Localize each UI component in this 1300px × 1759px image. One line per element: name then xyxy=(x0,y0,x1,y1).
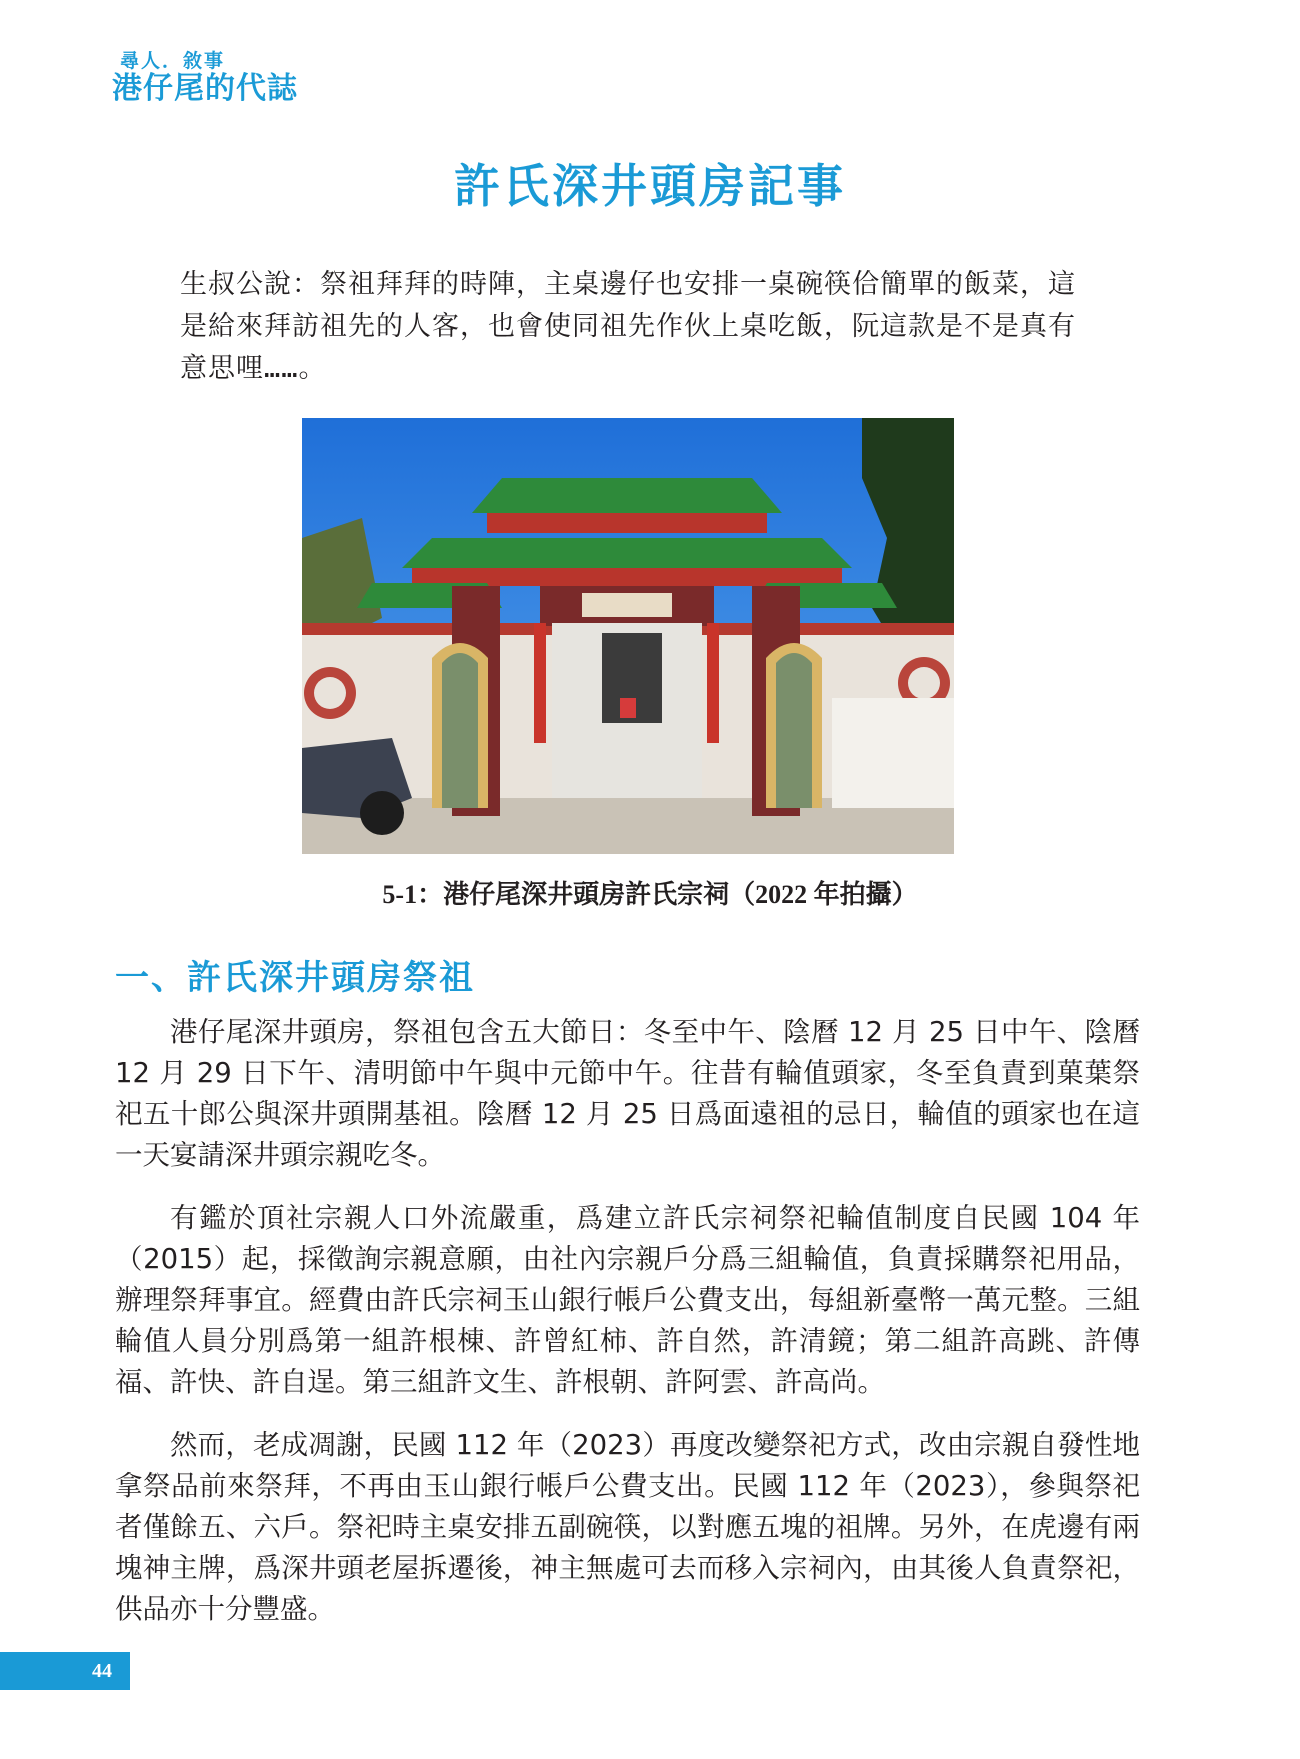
intro-line: 意思哩……。 xyxy=(180,353,327,384)
section-heading: 一、許氏深井頭房祭祖 xyxy=(115,958,475,998)
book-logo xyxy=(112,50,298,106)
ancestral-hall-photo xyxy=(302,418,954,854)
intro-line: 生叔公說：祭祖拜拜的時陣，主桌邊仔也安排一桌碗筷佮簡單的飯菜，這 xyxy=(180,269,1076,300)
paragraph: 然而，老成凋謝，民國 112 年（2023）再度改變祭祀方式，改由宗親自發性地拿祭品前來祭拜，不再由玉山銀行帳戶公費支出。民國 112 年（2023），參與祭祀者僅餘五、六戶。祭祀時主桌安排五副碗筷，以對應五塊的祖牌。另外，在虎邊有兩塊神主牌，爲深井頭老屋拆遷後，神主無處可去而移入宗祠內，由其後人負責祭祀，供品亦十分豐盛。 xyxy=(115,1429,1140,1625)
page-number: 44 xyxy=(92,1660,112,1682)
intro-line: 是給來拜訪祖先的人客，也會使同祖先作伙上桌吃飯，阮這款是不是真有 xyxy=(180,311,1076,342)
paragraph: 有鑑於頂社宗親人口外流嚴重，爲建立許氏宗祠祭祀輪值制度自民國 104 年（2015）起，採徵詢宗親意願，由社內宗親戶分爲三組輪值，負責採購祭祀用品，辦理祭拜事宜。經費由許氏宗祠玉山銀行帳戶公費支出，每組新臺幣一萬元整。三組輪值人員分別爲第一組許根棟、許曾紅柿、許自然，許清鏡；第二組許高跳、許傳福、許快、許自逞。第三組許文生、許根朝、許阿雲、許高尚。 xyxy=(115,1202,1140,1398)
logo-subtitle: 尋人．敘事 xyxy=(120,50,226,72)
intro-quote xyxy=(180,264,1140,390)
section-body xyxy=(115,1012,1140,1652)
page-title: 許氏深井頭房記事 xyxy=(454,159,846,213)
logo-title: 港仔尾的代誌 xyxy=(112,71,298,106)
ancestral-hall-illustration xyxy=(302,418,954,854)
page-number-tab xyxy=(0,1652,130,1690)
figure-caption: 5-1：港仔尾深井頭房許氏宗祠（2022 年拍攝） xyxy=(382,880,918,909)
paragraph: 港仔尾深井頭房，祭祖包含五大節日：冬至中午、陰曆 12 月 25 日中午、陰曆 12 月 29 日下午、清明節中午與中元節中午。往昔有輪值頭家，冬至負責到菓葉祭祀五十郎公與深井頭開基祖。陰曆 12 月 25 日爲面遠祖的忌日，輪值的頭家也在這一天宴請深井頭宗親吃冬。 xyxy=(115,1016,1140,1171)
